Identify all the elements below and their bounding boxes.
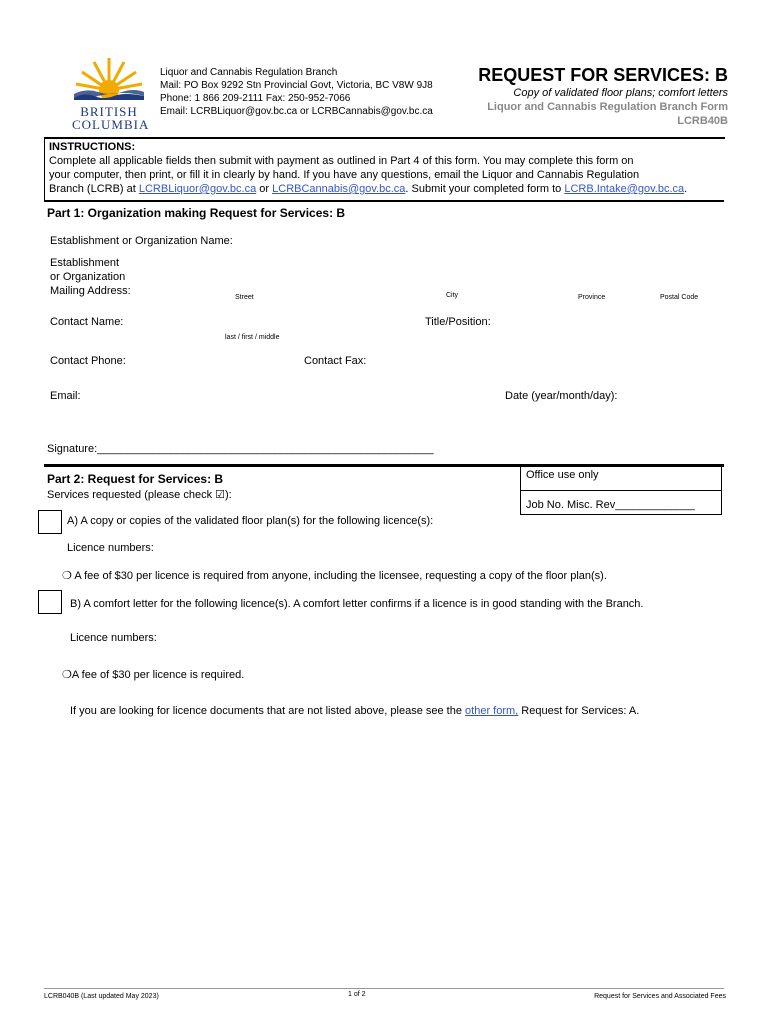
- contact-name-hint: last / first / middle: [225, 334, 280, 341]
- services-requested-label: Services requested (please check ☑):: [47, 489, 232, 501]
- other-form-note: If you are looking for licence documents that are not listed above, please see the other form, Request for Services: A.: [70, 705, 640, 717]
- branch-name: Liquor and Cannabis Regulation Branch: [160, 67, 338, 78]
- est-name-label: Establishment or Organization Name:: [50, 235, 233, 247]
- city-input[interactable]: [405, 272, 525, 290]
- contact-phone-input[interactable]: [135, 351, 295, 369]
- contact-fax-input[interactable]: [372, 351, 572, 369]
- province-caption: Province: [578, 294, 606, 301]
- option-a-label: A) A copy or copies of the validated floor plan(s) for the following licence(s):: [67, 515, 434, 527]
- footer-form-id: LCRB040B (Last updated May 2023): [44, 993, 159, 1000]
- mailing-address-label: Establishment or Organization Mailing Address:: [50, 257, 131, 297]
- street-input[interactable]: [140, 272, 400, 290]
- office-use-divider: [520, 490, 721, 491]
- instructions-text: [49, 140, 724, 196]
- page-title: REQUEST FOR SERVICES: B: [478, 65, 728, 85]
- licence-numbers-a-label: Licence numbers:: [67, 542, 154, 554]
- mail-address: Mail: PO Box 9292 Stn Provincial Govt, Victoria, BC V8W 9J8: [160, 80, 433, 91]
- est-name-input[interactable]: [240, 230, 720, 248]
- liquor-email-link[interactable]: LCRBLiquor@gov.bc.ca: [138, 183, 257, 195]
- option-b-label: B) A comfort letter for the following licence(s). A comfort letter confirms if a licence is in good standing with the Branch.: [70, 598, 644, 610]
- signature-line: Signature:_______________________________________________________: [47, 443, 434, 455]
- option-a-checkbox[interactable]: [38, 510, 62, 534]
- part1-heading: Part 1: Organization making Request for Services: B: [47, 206, 346, 220]
- city-caption: City: [446, 292, 459, 299]
- contact-phone-label: Contact Phone:: [50, 355, 126, 367]
- email-label: Email:: [50, 390, 81, 402]
- street-caption: Street: [235, 294, 254, 301]
- intake-email-link[interactable]: LCRB.Intake@gov.bc.ca: [564, 183, 685, 195]
- province-input[interactable]: [530, 272, 630, 290]
- email-input[interactable]: [90, 386, 490, 404]
- logo-text-british: BRITISH: [80, 104, 138, 119]
- instructions-heading: INSTRUCTIONS:: [49, 141, 136, 153]
- option-b-checkbox[interactable]: [38, 590, 62, 614]
- cannabis-email-link[interactable]: LCRBCannabis@gov.bc.ca: [272, 183, 406, 195]
- part2-heading: Part 2: Request for Services: B: [47, 472, 224, 486]
- date-input[interactable]: [625, 386, 720, 404]
- fee-b-text: A fee of $30 per licence is required.: [71, 669, 245, 681]
- logo-text-columbia: COLUMBIA: [72, 117, 150, 132]
- licence-numbers-b-label: Licence numbers:: [70, 632, 157, 644]
- contact-name-input[interactable]: [130, 312, 415, 330]
- fee-a-text: A fee of $30 per licence is required from anyone, including the licensee, requesting a copy of the floor plan(s).: [74, 570, 607, 582]
- email-addresses: Email: LCRBLiquor@gov.bc.ca or LCRBCannabis@gov.bc.ca: [160, 106, 433, 117]
- phone-fax: Phone: 1 866 209-2111 Fax: 250-952-7066: [160, 93, 351, 104]
- licence-numbers-b-input[interactable]: [160, 628, 720, 646]
- job-number-field: Job No. Misc. Rev_____________: [526, 499, 695, 511]
- bullet-icon: ❍: [62, 669, 72, 681]
- contact-fax-label: Contact Fax:: [304, 355, 367, 367]
- postal-code-input[interactable]: [635, 272, 720, 290]
- other-form-link[interactable]: other form,: [465, 705, 519, 717]
- date-label: Date (year/month/day):: [505, 390, 618, 402]
- form-name: Liquor and Cannabis Regulation Branch Form: [487, 101, 728, 113]
- title-position-input[interactable]: [500, 312, 720, 330]
- footer-divider: [44, 988, 724, 989]
- fee-a-item: [62, 569, 607, 582]
- title-position-label: Title/Position:: [425, 316, 491, 328]
- contact-name-label: Contact Name:: [50, 316, 124, 328]
- form-code: LCRB40B: [677, 115, 728, 127]
- instructions-line-3: Branch (LCRB) at LCRBLiquor@gov.bc.ca or LCRBCannabis@gov.bc.ca. Submit your completed form to LCRB.Intake@gov.bc.ca.: [49, 183, 688, 195]
- instructions-line-1: Complete all applicable fields then submit with payment as outlined in Part 4 of this form. You may complete this form on: [49, 155, 634, 167]
- footer-page-number: 1 of 2: [348, 991, 366, 998]
- instructions-line-2: your computer, then print, or fill it in clearly by hand. If you have any questions, email the Liquor and Cannabis Regulation: [49, 169, 640, 181]
- footer-doc-title: Request for Services and Associated Fees: [594, 993, 726, 1000]
- form-title-block: [478, 64, 728, 128]
- office-use-label: Office use only: [526, 469, 599, 481]
- fee-b-item: [62, 668, 244, 681]
- page-subtitle: Copy of validated floor plans; comfort letters: [513, 87, 728, 99]
- branch-contact-info: [160, 66, 433, 118]
- bc-logo: [72, 52, 150, 132]
- bullet-icon: ❍: [62, 570, 75, 582]
- instructions-divider: [44, 200, 724, 202]
- licence-numbers-a-input[interactable]: [160, 538, 720, 556]
- postal-caption: Postal Code: [660, 294, 699, 301]
- sun-logo-icon: [72, 52, 146, 100]
